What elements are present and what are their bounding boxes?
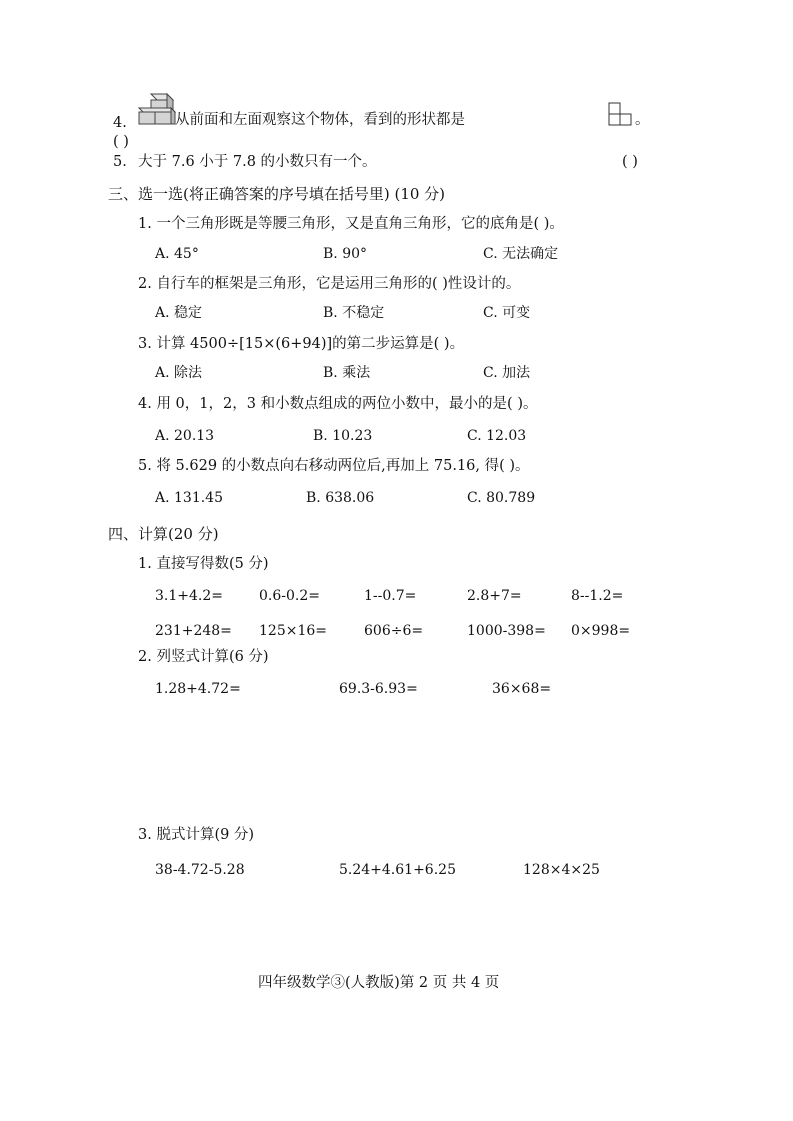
judge-q5-answer-paren: ( ) xyxy=(622,154,638,170)
mc-q5-option-a: A. 131.45 xyxy=(155,490,223,506)
vertical-calc-item: 36×68= xyxy=(492,681,552,697)
judge-q5-number: 5. xyxy=(113,154,127,170)
stepwise-calc-item: 38-4.72-5.28 xyxy=(155,862,245,878)
oral-calc-item: 606÷6= xyxy=(364,623,424,639)
calc-part1-title: 1. 直接写得数(5 分) xyxy=(138,556,269,572)
mc-q2-text: 2. 自行车的框架是三角形，它是运用三角形的( )性设计的。 xyxy=(138,276,521,292)
mc-q1-option-b: B. 90° xyxy=(323,246,368,262)
judge-q4-end: 。 xyxy=(635,112,650,128)
vertical-calc-item: 69.3-6.93= xyxy=(339,681,418,697)
mc-q2-option-c: C. 可变 xyxy=(483,305,531,321)
mc-q1-text: 1. 一个三角形既是等腰三角形，又是直角三角形，它的底角是( )。 xyxy=(138,216,564,232)
judge-q4-text: 从前面和左面观察这个物体，看到的形状都是 xyxy=(175,112,465,128)
mc-q2-option-b: B. 不稳定 xyxy=(323,305,385,321)
vertical-calc-item: 1.28+4.72= xyxy=(155,681,241,697)
page-footer: 四年级数学③(人教版)第 2 页 共 4 页 xyxy=(258,975,500,991)
l-shape-view-icon xyxy=(607,101,635,127)
mc-q4-option-a: A. 20.13 xyxy=(155,428,215,444)
oral-calc-item: 2.8+7= xyxy=(467,588,522,604)
cube-stack-icon xyxy=(137,92,177,126)
mc-q1-option-c: C. 无法确定 xyxy=(483,246,559,262)
mc-q3-option-c: C. 加法 xyxy=(483,365,531,381)
calc-part2-title: 2. 列竖式计算(6 分) xyxy=(138,649,269,665)
mc-q5-option-c: C. 80.789 xyxy=(467,490,536,506)
oral-calc-item: 3.1+4.2= xyxy=(155,588,223,604)
mc-q5-text: 5. 将 5.629 的小数点向右移动两位后,再加上 75.16, 得( )。 xyxy=(138,458,530,474)
section3-title: 三、选一选(将正确答案的序号填在括号里) (10 分) xyxy=(108,185,446,203)
section4-title: 四、计算(20 分) xyxy=(108,525,219,543)
mc-q4-option-b: B. 10.23 xyxy=(313,428,373,444)
mc-q3-option-a: A. 除法 xyxy=(155,365,203,381)
mc-q2-option-a: A. 稳定 xyxy=(155,305,203,321)
judge-q5-text: 大于 7.6 小于 7.8 的小数只有一个。 xyxy=(138,154,377,170)
mc-q5-option-b: B. 638.06 xyxy=(306,490,375,506)
mc-q1-option-a: A. 45° xyxy=(155,246,199,262)
oral-calc-item: 1000-398= xyxy=(467,623,546,639)
oral-calc-item: 125×16= xyxy=(259,623,327,639)
stepwise-calc-item: 5.24+4.61+6.25 xyxy=(339,862,456,878)
oral-calc-item: 231+248= xyxy=(155,623,232,639)
mc-q3-option-b: B. 乘法 xyxy=(323,365,371,381)
oral-calc-item: 8--1.2= xyxy=(571,588,624,604)
calc-part3-title: 3. 脱式计算(9 分) xyxy=(138,827,255,843)
oral-calc-item: 0.6-0.2= xyxy=(259,588,320,604)
mc-q4-text: 4. 用 0，1，2，3 和小数点组成的两位小数中，最小的是( )。 xyxy=(138,396,538,412)
stepwise-calc-item: 128×4×25 xyxy=(523,862,600,878)
judge-q4-number: 4. xyxy=(113,115,127,131)
oral-calc-item: 1--0.7= xyxy=(364,588,417,604)
oral-calc-item: 0×998= xyxy=(571,623,631,639)
mc-q4-option-c: C. 12.03 xyxy=(467,428,527,444)
judge-q4-answer-paren: ( ) xyxy=(113,134,129,150)
mc-q3-text: 3. 计算 4500÷[15×(6+94)]的第二步运算是( )。 xyxy=(138,336,465,352)
